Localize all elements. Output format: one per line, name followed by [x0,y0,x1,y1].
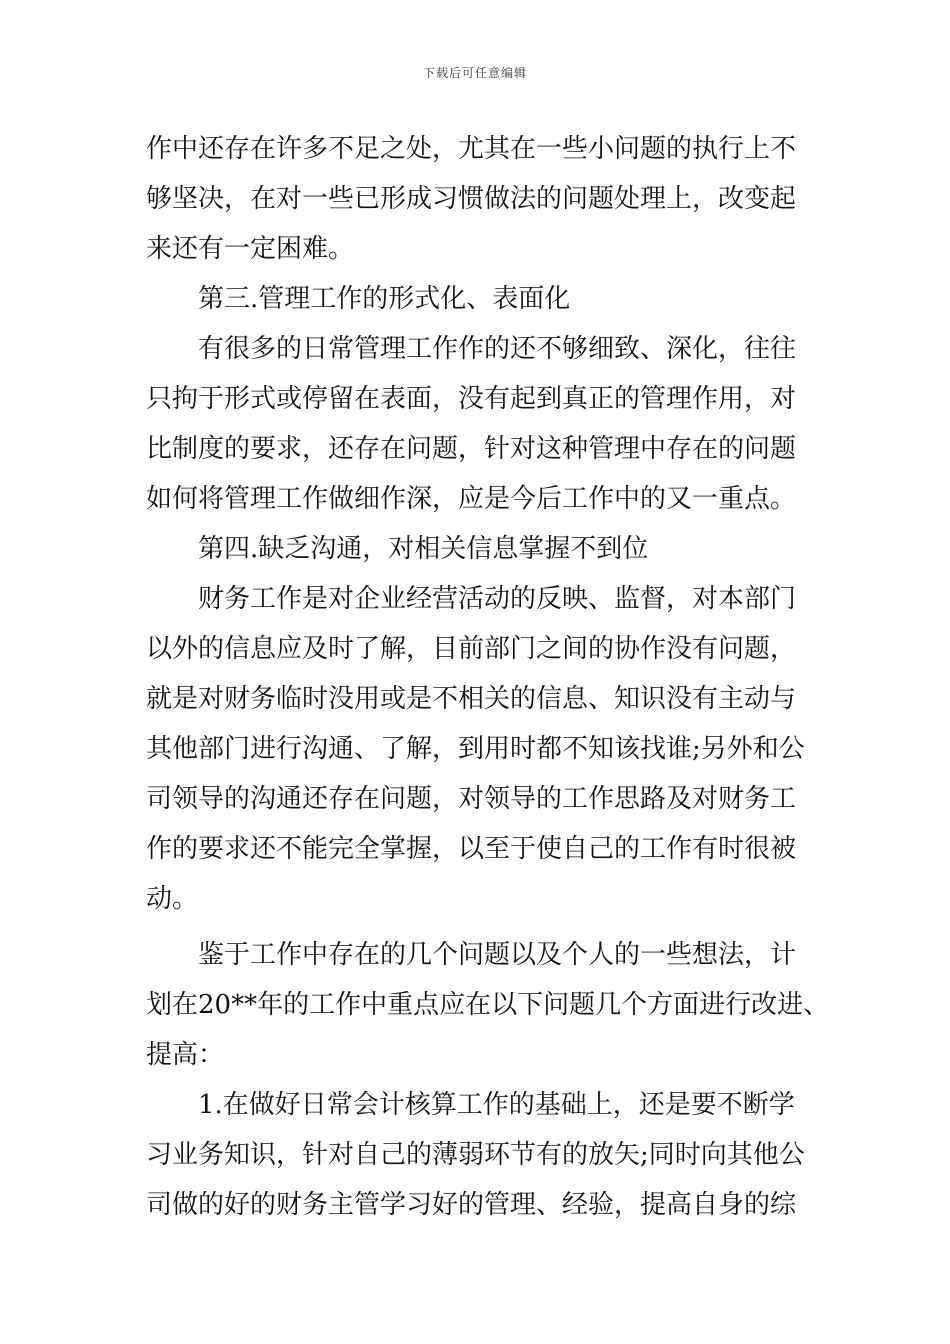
text-line: 如何将管理工作做细作深，应是今后工作中的又一重点。 [146,484,797,514]
text-line: 1.在做好日常会计核算工作的基础上，还是要不断学 [198,1090,795,1120]
text-line: 动。 [146,884,199,914]
document-body [146,124,846,1230]
text-line: 司领导的沟通还存在问题，对领导的工作思路及对财务工 [146,784,797,814]
text-line: 就是对财务临时没用或是不相关的信息、知识没有主动与 [146,684,797,714]
text-line: 来还有一定困难。 [146,234,355,264]
page-header: 下载后可任意编辑 [422,66,527,80]
text-line: 够坚决，在对一些已形成习惯做法的问题处理上，改变起 [146,184,797,214]
text-line: 作中还存在许多不足之处，尤其在一些小问题的执行上不 [146,134,797,164]
text-line: 只拘于形式或停留在表面，没有起到真正的管理作用，对 [146,384,797,414]
text-line: 以外的信息应及时了解，目前部门之间的协作没有问题， [146,634,797,664]
text-line: 有很多的日常管理工作作的还不够细致、深化，往往 [198,334,797,364]
text-line: 财务工作是对企业经营活动的反映、监督，对本部门 [198,584,797,614]
text-line: 司做的好的财务主管学习好的管理、经验，提高自身的综 [146,1190,797,1220]
text-line: 划在20**年的工作中重点应在以下问题几个方面进行改进、 [146,990,830,1020]
text-line: 比制度的要求，还存在问题，针对这种管理中存在的问题 [146,434,797,464]
text-line: 鉴于工作中存在的几个问题以及个人的一些想法，计 [198,940,797,970]
text-line: 习业务知识，针对自己的薄弱环节有的放矢;同时向其他公 [146,1140,805,1170]
text-line: 作的要求还不能完全掌握，以至于使自己的工作有时很被 [146,834,797,864]
text-line: 第三.管理工作的形式化、表面化 [198,284,571,314]
text-line: 其他部门进行沟通、了解，到用时都不知该找谁;另外和公 [146,734,805,764]
text-line: 第四.缺乏沟通，对相关信息掌握不到位 [198,534,649,564]
text-line: 提高： [146,1040,225,1070]
